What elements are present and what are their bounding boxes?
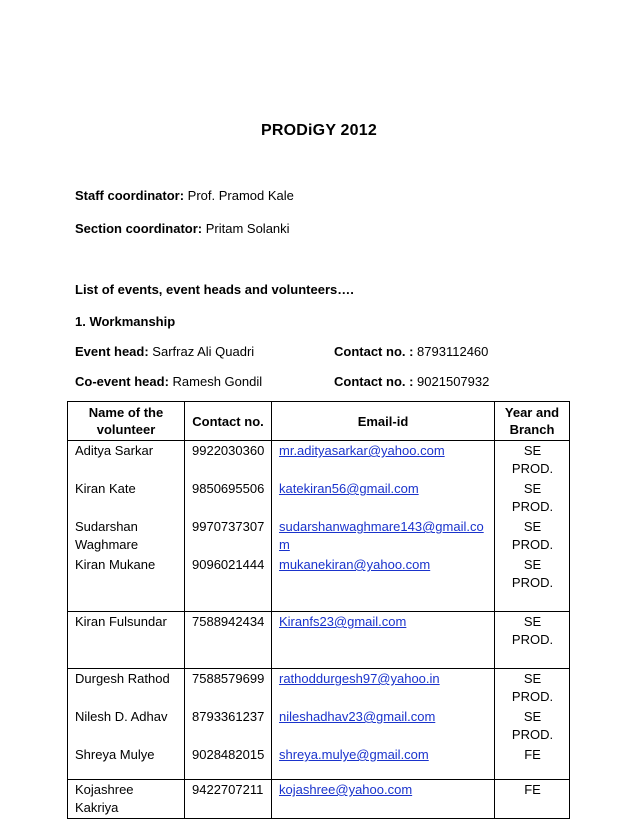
cell-name: Kojashree Kakriya — [68, 780, 185, 819]
cell-year: SE PROD. — [495, 441, 570, 480]
header-name: Name of the volunteer — [68, 402, 185, 441]
section-coordinator-label: Section coordinator: — [75, 221, 203, 236]
cell-year: SE PROD. — [495, 555, 570, 593]
co-event-head-line — [75, 374, 262, 389]
cell-email-link[interactable]: katekiran56@gmail.com — [272, 479, 495, 517]
cell-email-link[interactable]: mr.adityasarkar@yahoo.com — [272, 441, 495, 480]
cell-contact: 9922030360 — [185, 441, 272, 480]
event-head-contact — [334, 344, 488, 359]
cell-contact: 9850695506 — [185, 479, 272, 517]
event-head-label: Event head: — [75, 344, 149, 359]
cell-email-link[interactable]: shreya.mulye@gmail.com — [272, 745, 495, 780]
cell-contact: 9096021444 — [185, 555, 272, 593]
cell-year: FE — [495, 780, 570, 819]
staff-coordinator-line — [75, 188, 294, 203]
cell-empty — [495, 650, 570, 669]
event-head-line — [75, 344, 254, 359]
cell-name: Shreya Mulye — [68, 745, 185, 780]
cell-empty — [272, 593, 495, 612]
cell-year: SE PROD. — [495, 612, 570, 651]
cell-year: SE PROD. — [495, 707, 570, 745]
co-event-head-contact-label: Contact no. : — [334, 374, 414, 389]
cell-year: FE — [495, 745, 570, 780]
section-coordinator-value: Pritam Solanki — [202, 221, 290, 236]
cell-empty — [185, 650, 272, 669]
table-row — [68, 517, 570, 555]
cell-name: Kiran Kate — [68, 479, 185, 517]
cell-email-link[interactable]: kojashree@yahoo.com — [272, 780, 495, 819]
table-row — [68, 555, 570, 593]
table-row — [68, 707, 570, 745]
cell-name: Kiran Fulsundar — [68, 612, 185, 651]
cell-contact: 9970737307 — [185, 517, 272, 555]
table-row — [68, 479, 570, 517]
table-row — [68, 612, 570, 651]
table-header-row — [68, 402, 570, 441]
event-head-contact-label: Contact no. : — [334, 344, 414, 359]
cell-contact: 7588942434 — [185, 612, 272, 651]
header-contact: Contact no. — [185, 402, 272, 441]
list-heading — [75, 282, 354, 297]
section-coordinator-line — [75, 221, 290, 236]
event-heading — [75, 314, 175, 329]
cell-name: Sudarshan Waghmare — [68, 517, 185, 555]
cell-empty — [68, 593, 185, 612]
cell-email-link[interactable]: nileshadhav23@gmail.com — [272, 707, 495, 745]
cell-contact: 7588579699 — [185, 669, 272, 708]
co-event-head-label: Co-event head: — [75, 374, 169, 389]
cell-contact: 9422707211 — [185, 780, 272, 819]
staff-coordinator-value: Prof. Pramod Kale — [184, 188, 294, 203]
co-event-head-name: Ramesh Gondil — [168, 374, 263, 389]
table-row — [68, 745, 570, 780]
cell-name: Durgesh Rathod — [68, 669, 185, 708]
cell-empty — [68, 650, 185, 669]
cell-name: Aditya Sarkar — [68, 441, 185, 480]
event-head-contact-value: 8793112460 — [413, 344, 489, 359]
cell-email-link[interactable]: sudarshanwaghmare143@gmail.com — [272, 517, 495, 555]
cell-year: SE PROD. — [495, 479, 570, 517]
header-email: Email-id — [272, 402, 495, 441]
table-row-empty — [68, 650, 570, 669]
staff-coordinator-label: Staff coordinator: — [75, 188, 185, 203]
cell-empty — [495, 593, 570, 612]
table-row — [68, 669, 570, 708]
table-row-empty — [68, 593, 570, 612]
header-year: Year and Branch — [495, 402, 570, 441]
cell-name: Nilesh D. Adhav — [68, 707, 185, 745]
event-head-name: Sarfraz Ali Quadri — [148, 344, 255, 359]
table-row — [68, 780, 570, 819]
cell-email-link[interactable]: mukanekiran@yahoo.com — [272, 555, 495, 593]
cell-empty — [185, 593, 272, 612]
co-event-head-contact-value: 9021507932 — [413, 374, 490, 389]
event-heading-text: 1. Workmanship — [75, 314, 176, 329]
cell-email-link[interactable]: Kiranfs23@gmail.com — [272, 612, 495, 651]
volunteers-table — [67, 401, 570, 819]
table-row — [68, 441, 570, 480]
cell-email-link[interactable]: rathoddurgesh97@yahoo.in — [272, 669, 495, 708]
cell-contact: 9028482015 — [185, 745, 272, 780]
co-event-head-contact — [334, 374, 489, 389]
cell-name: Kiran Mukane — [68, 555, 185, 593]
cell-year: SE PROD. — [495, 669, 570, 708]
cell-year: SE PROD. — [495, 517, 570, 555]
page-title: PRODiGY 2012 — [261, 122, 377, 139]
cell-empty — [272, 650, 495, 669]
cell-contact: 8793361237 — [185, 707, 272, 745]
list-heading-text: List of events, event heads and volunteers…. — [75, 282, 354, 297]
